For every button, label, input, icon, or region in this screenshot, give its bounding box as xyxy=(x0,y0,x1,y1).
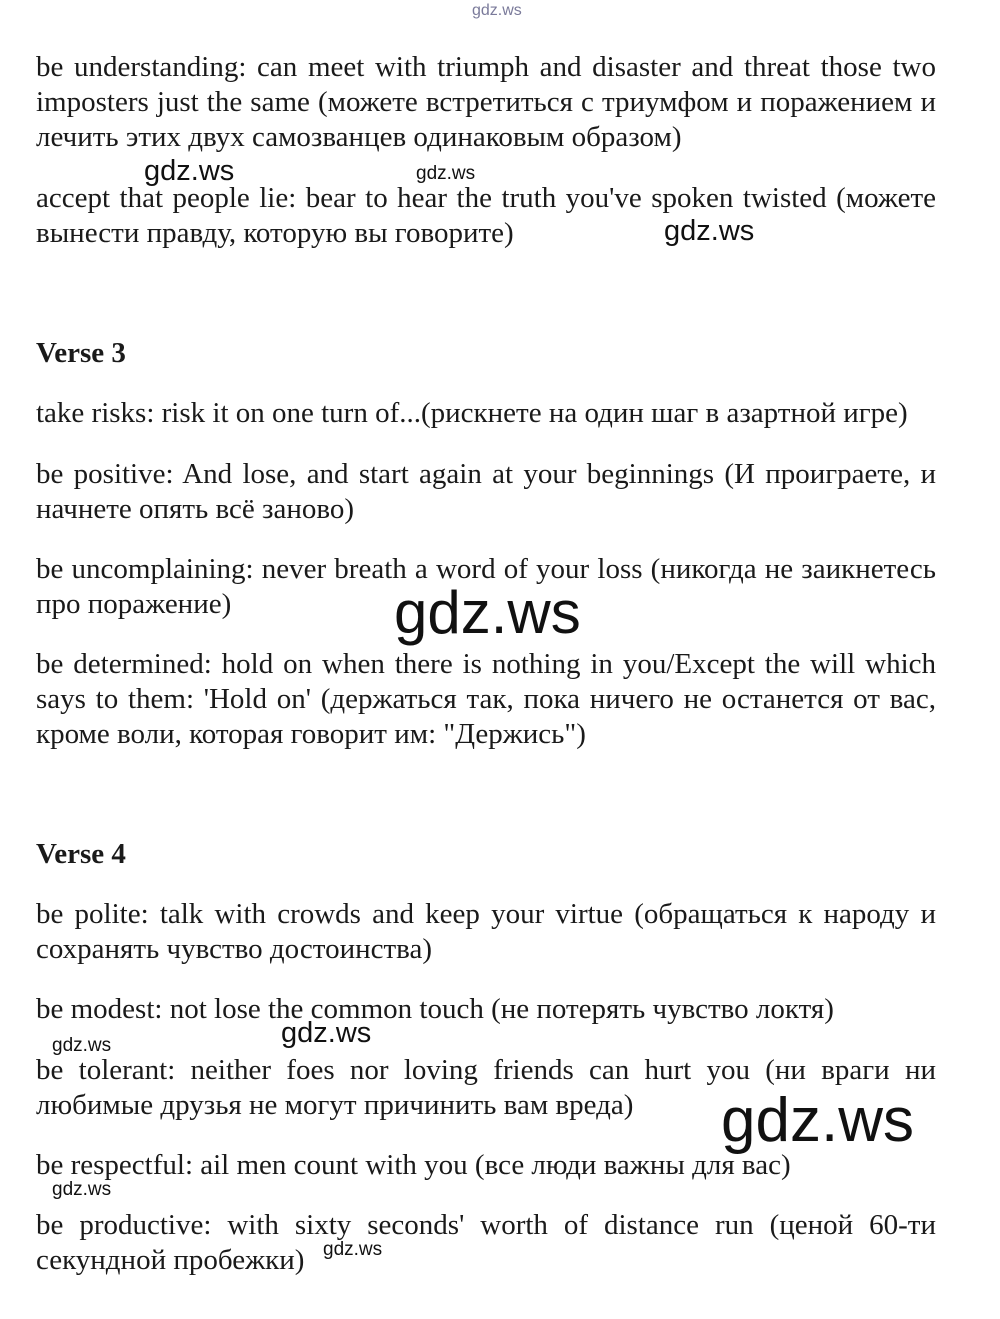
item-be-determined: be determined: hold on when there is nothing in you/Except the will which says to them: 'Hold on' (держаться так, пока ничего не останется от вас, кроме воли, которая говорит им: "Держись") xyxy=(36,648,936,750)
section-heading-verse-4: Verse 4 xyxy=(36,838,126,870)
watermark: gdz.ws xyxy=(281,1017,372,1049)
item-be-tolerant: be tolerant: neither foes nor loving friends can hurt you (ни враги ни любимые друзья не могут причинить вам вреда) xyxy=(36,1054,936,1121)
watermark: gdz.ws xyxy=(472,2,522,19)
item-be-uncomplaining: be uncomplaining: never breath a word of your loss (никогда не заикнетесь про поражение) xyxy=(36,553,936,620)
paragraph-accept-that-people-lie: accept that people lie: bear to hear the truth you've spoken twisted (можете вынести правду, которую вы говорите) xyxy=(36,182,936,249)
item-be-modest: be modest: not lose the common touch (не потерять чувство локтя) xyxy=(36,993,834,1025)
item-be-positive: be positive: And lose, and start again at your beginnings (И проиграете, и начнете опять всё заново) xyxy=(36,458,936,525)
watermark: gdz.ws xyxy=(52,1035,112,1056)
watermark: gdz.ws xyxy=(664,215,755,247)
watermark: gdz.ws xyxy=(416,163,476,184)
watermark: gdz.ws xyxy=(52,1179,112,1200)
item-be-polite: be polite: talk with crowds and keep your virtue (обращаться к народу и сохранять чувство достоинства) xyxy=(36,898,936,965)
item-take-risks: take risks: risk it on one turn of...(рискнете на один шаг в азартной игре) xyxy=(36,397,908,429)
watermark: gdz.ws xyxy=(394,579,581,646)
watermark: gdz.ws xyxy=(144,155,235,187)
paragraph-be-understanding: be understanding: can meet with triumph and disaster and threat those two imposters just the same (можете встретиться с триумфом и поражением и лечить этих двух самозванцев одинаковым образом) xyxy=(36,51,936,153)
section-heading-verse-3: Verse 3 xyxy=(36,337,126,369)
watermark: gdz.ws xyxy=(323,1239,383,1260)
item-be-respectful: be respectful: ail men count with you (все люди важны для вас) xyxy=(36,1149,791,1181)
item-be-productive: be productive: with sixty seconds' worth of distance run (ценой 60-ти секундной пробежки) xyxy=(36,1209,936,1276)
watermark: gdz.ws xyxy=(721,1086,914,1155)
